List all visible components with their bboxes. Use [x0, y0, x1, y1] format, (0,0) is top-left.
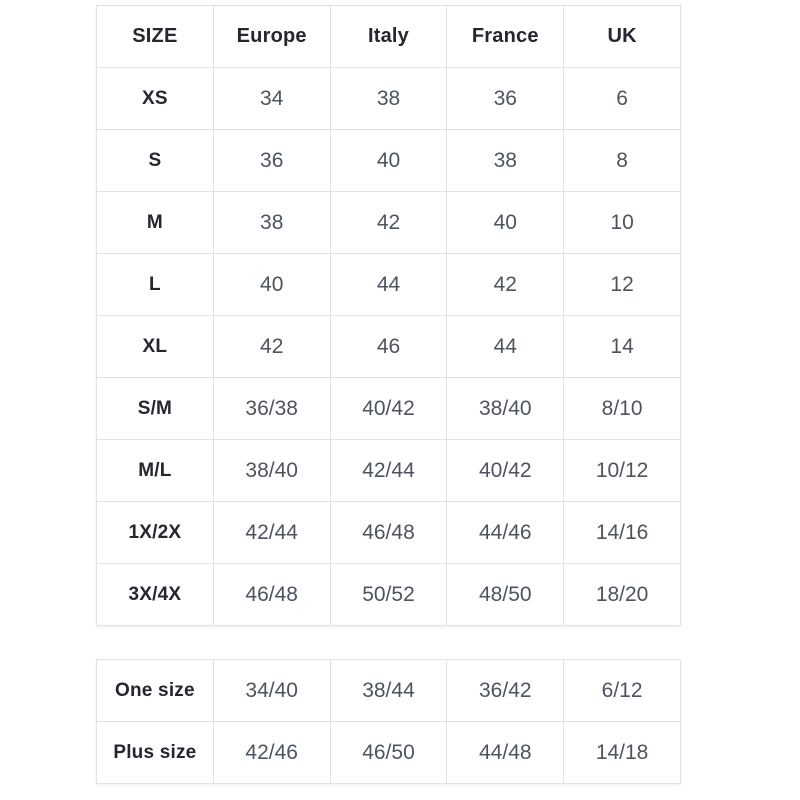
value-cell: 44/46: [447, 502, 564, 564]
row-label-cell: 3X/4X: [97, 564, 214, 626]
table-header-row: [97, 6, 681, 68]
value-cell: 18/20: [564, 564, 681, 626]
value-cell: 48/50: [447, 564, 564, 626]
value-cell: 46/48: [330, 502, 447, 564]
table-row: [97, 660, 681, 722]
value-cell: 44/48: [447, 722, 564, 784]
value-cell: 42: [447, 254, 564, 316]
value-cell: 14/16: [564, 502, 681, 564]
table-row: [97, 722, 681, 784]
row-label-cell: 1X/2X: [97, 502, 214, 564]
value-cell: 14: [564, 316, 681, 378]
value-cell: 38/44: [330, 660, 447, 722]
row-label-cell: L: [97, 254, 214, 316]
value-cell: 10/12: [564, 440, 681, 502]
value-cell: 38: [330, 68, 447, 130]
value-cell: 46: [330, 316, 447, 378]
table-row: [97, 254, 681, 316]
table-row: [97, 440, 681, 502]
value-cell: 38/40: [213, 440, 330, 502]
value-cell: 46/50: [330, 722, 447, 784]
row-label-cell: Plus size: [97, 722, 214, 784]
value-cell: 36/42: [447, 660, 564, 722]
value-cell: 6: [564, 68, 681, 130]
value-cell: 50/52: [330, 564, 447, 626]
value-cell: 38/40: [447, 378, 564, 440]
special-sizes-table-body: [97, 660, 681, 784]
header-cell: Europe: [213, 6, 330, 68]
header-cell: France: [447, 6, 564, 68]
value-cell: 44: [447, 316, 564, 378]
row-label-cell: S: [97, 130, 214, 192]
value-cell: 8/10: [564, 378, 681, 440]
special-sizes-table: [96, 659, 681, 784]
row-label-cell: M/L: [97, 440, 214, 502]
value-cell: 12: [564, 254, 681, 316]
value-cell: 42/44: [213, 502, 330, 564]
value-cell: 34: [213, 68, 330, 130]
value-cell: 8: [564, 130, 681, 192]
value-cell: 40: [447, 192, 564, 254]
table-row: [97, 192, 681, 254]
value-cell: 46/48: [213, 564, 330, 626]
size-conversion-table-body: [97, 6, 681, 626]
value-cell: 40: [213, 254, 330, 316]
table-row: [97, 130, 681, 192]
row-label-cell: XS: [97, 68, 214, 130]
row-label-cell: S/M: [97, 378, 214, 440]
value-cell: 6/12: [564, 660, 681, 722]
value-cell: 40/42: [447, 440, 564, 502]
value-cell: 36: [213, 130, 330, 192]
value-cell: 34/40: [213, 660, 330, 722]
value-cell: 40/42: [330, 378, 447, 440]
value-cell: 42/44: [330, 440, 447, 502]
value-cell: 40: [330, 130, 447, 192]
value-cell: 36/38: [213, 378, 330, 440]
value-cell: 14/18: [564, 722, 681, 784]
value-cell: 44: [330, 254, 447, 316]
size-conversion-table: [96, 5, 681, 626]
header-cell: SIZE: [97, 6, 214, 68]
header-cell: Italy: [330, 6, 447, 68]
value-cell: 38: [213, 192, 330, 254]
table-row: [97, 378, 681, 440]
value-cell: 42: [330, 192, 447, 254]
row-label-cell: XL: [97, 316, 214, 378]
value-cell: 42/46: [213, 722, 330, 784]
table-row: [97, 68, 681, 130]
table-row: [97, 564, 681, 626]
value-cell: 10: [564, 192, 681, 254]
table-row: [97, 316, 681, 378]
table-row: [97, 502, 681, 564]
value-cell: 36: [447, 68, 564, 130]
value-cell: 38: [447, 130, 564, 192]
header-cell: UK: [564, 6, 681, 68]
row-label-cell: M: [97, 192, 214, 254]
row-label-cell: One size: [97, 660, 214, 722]
value-cell: 42: [213, 316, 330, 378]
